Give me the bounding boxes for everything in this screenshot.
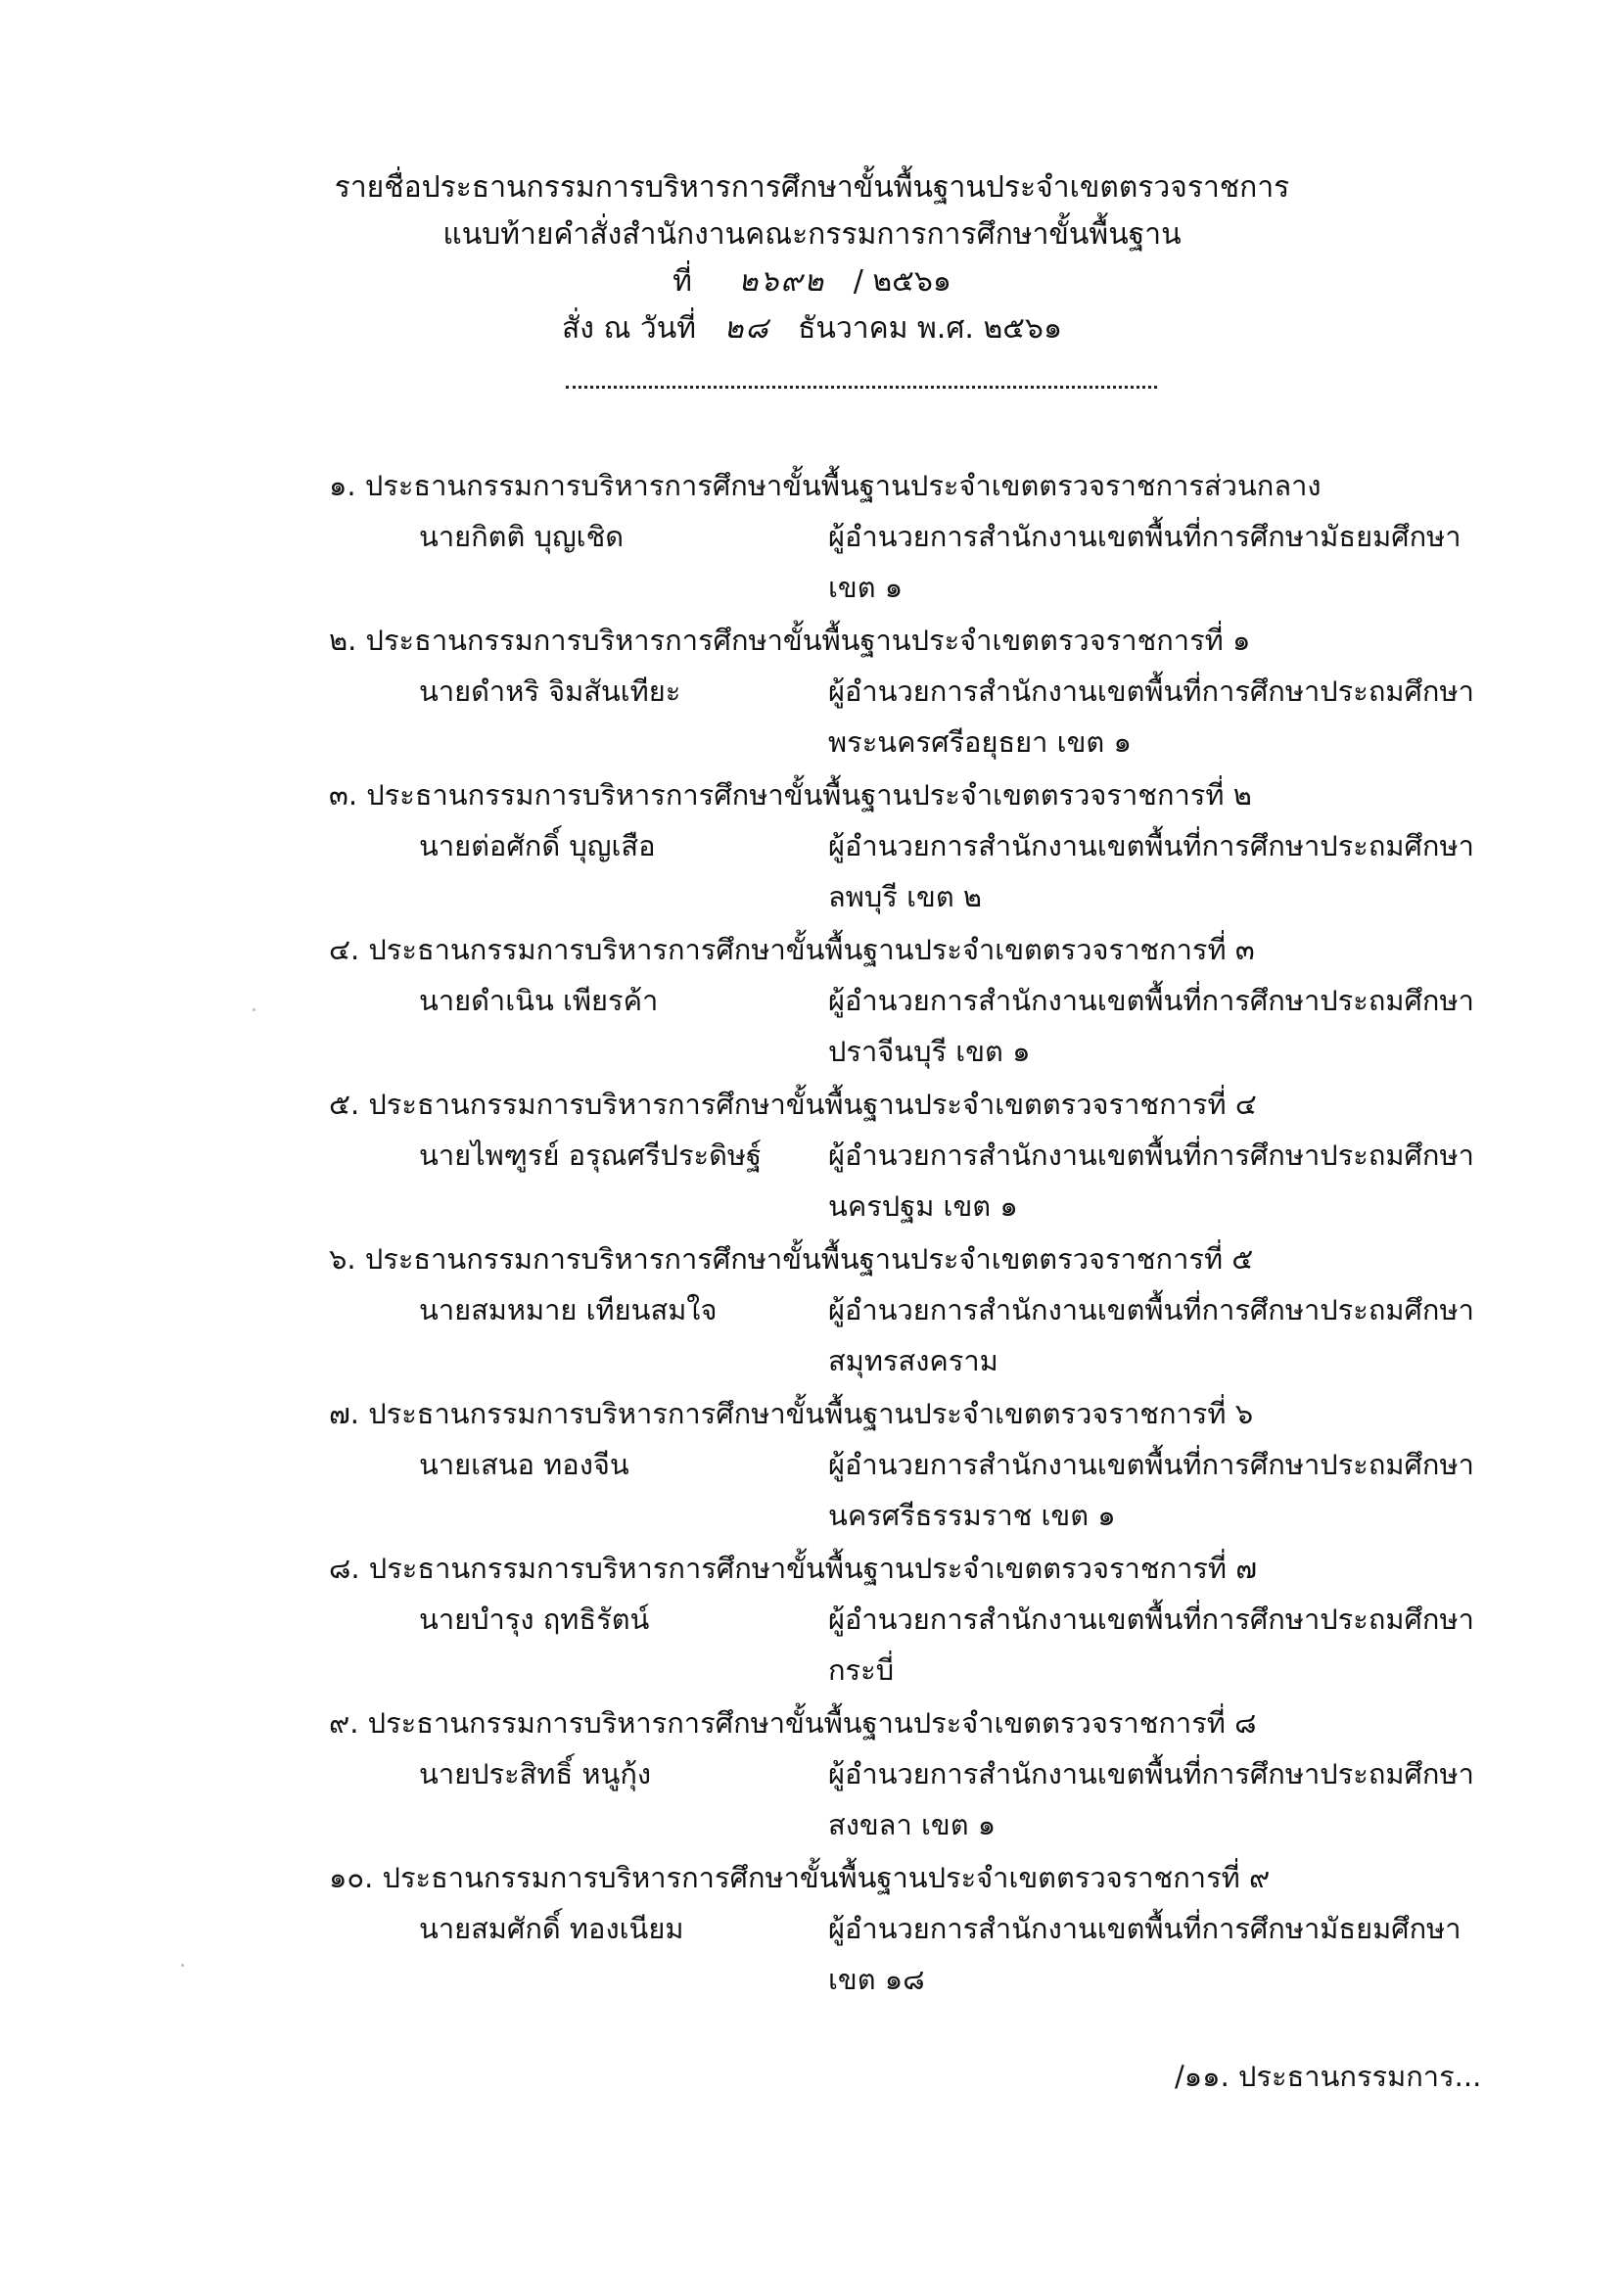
position-line-2: นครปฐม เขต ๑ <box>828 1189 1018 1223</box>
person-name: นายต่อศักดิ์ บุญเสือ <box>419 829 656 862</box>
order-year: / ๒๕๖๑ <box>853 264 951 299</box>
list-item <box>329 1852 1504 2005</box>
list-item <box>329 460 1504 613</box>
position-line-2: เขต ๑ <box>828 571 904 604</box>
list-item <box>329 924 1504 1077</box>
entry-detail-row <box>329 1594 1504 1696</box>
entry-title: ๖. ประธานกรรมการบริหารการศึกษาขั้นพื้นฐานประจำเขตตรวจราชการที่ ๕ <box>329 1242 1254 1276</box>
list-item <box>329 1233 1504 1386</box>
continuation-note: /๑๑. ประธานกรรมการ... <box>1175 2060 1482 2093</box>
date-month-year: ธันวาคม พ.ศ. ๒๕๖๑ <box>798 311 1063 346</box>
date-prefix: สั่ง ณ วันที่ <box>561 311 696 346</box>
person-position <box>828 1130 1513 1232</box>
entry-detail-row <box>329 975 1504 1077</box>
scan-speck <box>253 1008 255 1011</box>
position-line-1: ผู้อำนวยการสำนักงานเขตพื้นที่การศึกษามัธยมศึกษา <box>828 1912 1462 1945</box>
position-line-1: ผู้อำนวยการสำนักงานเขตพื้นที่การศึกษาประถมศึกษา <box>828 1757 1474 1790</box>
list-item <box>329 1388 1504 1541</box>
header-title: รายชื่อประธานกรรมการบริหารการศึกษาขั้นพื้นฐานประจำเขตตรวจราชการ <box>334 170 1290 205</box>
entry-detail-row <box>329 1748 1504 1850</box>
entry-title: ๑. ประธานกรรมการบริหารการศึกษาขั้นพื้นฐานประจำเขตตรวจราชการส่วนกลาง <box>329 469 1322 502</box>
list-item <box>329 769 1504 922</box>
entry-detail-row <box>329 1284 1504 1386</box>
position-line-1: ผู้อำนวยการสำนักงานเขตพื้นที่การศึกษาประถมศึกษา <box>828 1293 1474 1326</box>
header-subtitle: แนบท้ายคำสั่งสำนักงานคณะกรรมการการศึกษาขั้นพื้นฐาน <box>442 217 1182 252</box>
entry-title: ๘. ประธานกรรมการบริหารการศึกษาขั้นพื้นฐานประจำเขตตรวจราชการที่ ๗ <box>329 1552 1258 1585</box>
position-line-1: ผู้อำนวยการสำนักงานเขตพื้นที่การศึกษาประถมศึกษา <box>828 1448 1474 1481</box>
person-position <box>828 1439 1513 1541</box>
position-line-1: ผู้อำนวยการสำนักงานเขตพื้นที่การศึกษามัธยมศึกษา <box>828 520 1462 553</box>
order-date-line <box>0 305 1624 352</box>
position-line-1: ผู้อำนวยการสำนักงานเขตพื้นที่การศึกษาประถมศึกษา <box>828 1603 1474 1636</box>
person-position <box>828 1594 1513 1696</box>
list-item <box>329 1543 1504 1696</box>
person-name: นายเสนอ ทองจีน <box>419 1448 629 1481</box>
entry-detail-row <box>329 1439 1504 1541</box>
order-number: ๒๖๙๒ <box>738 264 826 299</box>
entry-title: ๓. ประธานกรรมการบริหารการศึกษาขั้นพื้นฐานประจำเขตตรวจราชการที่ ๒ <box>329 778 1252 812</box>
person-position <box>828 1903 1513 2005</box>
position-line-2: เขต ๑๘ <box>828 1963 925 1996</box>
person-name: นายดำหริ จิมสันเทียะ <box>419 674 681 708</box>
person-name: นายดำเนิน เพียรค้า <box>419 984 659 1017</box>
person-name: นายสมศักดิ์ ทองเนียม <box>419 1912 684 1945</box>
entry-title: ๔. ประธานกรรมการบริหารการศึกษาขั้นพื้นฐานประจำเขตตรวจราชการที่ ๓ <box>329 933 1255 966</box>
position-line-2: สมุทรสงคราม <box>828 1344 998 1377</box>
position-line-2: พระนครศรีอยุธยา เขต ๑ <box>828 725 1132 759</box>
person-position <box>828 1284 1513 1386</box>
person-name: นายสมหมาย เทียนสมใจ <box>419 1293 718 1326</box>
position-line-2: นครศรีธรรมราช เขต ๑ <box>828 1499 1116 1532</box>
position-line-1: ผู้อำนวยการสำนักงานเขตพื้นที่การศึกษาประถมศึกษา <box>828 829 1474 862</box>
person-name: นายไพฑูรย์ อรุณศรีประดิษฐ์ <box>419 1139 763 1172</box>
entry-title: ๕. ประธานกรรมการบริหารการศึกษาขั้นพื้นฐานประจำเขตตรวจราชการที่ ๔ <box>329 1088 1257 1121</box>
entry-title: ๙. ประธานกรรมการบริหารการศึกษาขั้นพื้นฐานประจำเขตตรวจราชการที่ ๘ <box>329 1706 1257 1740</box>
position-line-2: ลพบุรี เขต ๒ <box>828 880 982 913</box>
position-line-1: ผู้อำนวยการสำนักงานเขตพื้นที่การศึกษาประถมศึกษา <box>828 984 1474 1017</box>
scan-speck <box>181 1964 184 1967</box>
position-line-2: ปราจีนบุรี เขต ๑ <box>828 1035 1031 1068</box>
document-header <box>0 164 1624 352</box>
entry-title: ๑๐. ประธานกรรมการบริหารการศึกษาขั้นพื้นฐานประจำเขตตรวจราชการที่ ๙ <box>329 1861 1271 1894</box>
order-number-line <box>0 258 1624 305</box>
person-name: นายประสิทธิ์ หนูกุ้ง <box>419 1757 652 1790</box>
entry-detail-row <box>329 820 1504 922</box>
entry-title: ๒. ประธานกรรมการบริหารการศึกษาขั้นพื้นฐานประจำเขตตรวจราชการที่ ๑ <box>329 624 1251 657</box>
person-position <box>828 820 1513 922</box>
entry-detail-row <box>329 1903 1504 2005</box>
position-line-2: สงขลา เขต ๑ <box>828 1808 997 1841</box>
entry-detail-row <box>329 1130 1504 1232</box>
person-name: นายบำรุง ฤทธิรัตน์ <box>419 1603 650 1636</box>
person-position <box>828 666 1513 767</box>
entry-title: ๗. ประธานกรรมการบริหารการศึกษาขั้นพื้นฐานประจำเขตตรวจราชการที่ ๖ <box>329 1397 1254 1430</box>
order-prefix: ที่ <box>673 264 692 299</box>
list-item <box>329 615 1504 767</box>
person-name: นายกิตติ บุญเชิด <box>419 520 625 553</box>
entry-detail-row <box>329 666 1504 767</box>
date-day: ๒๘ <box>723 311 770 346</box>
person-position <box>828 975 1513 1077</box>
position-line-1: ผู้อำนวยการสำนักงานเขตพื้นที่การศึกษาประถมศึกษา <box>828 1139 1474 1172</box>
person-position <box>828 511 1513 613</box>
list-item <box>329 1697 1504 1850</box>
list-item <box>329 1079 1504 1232</box>
position-line-2: กระบี่ <box>828 1653 895 1687</box>
dotted-separator <box>566 386 1157 389</box>
position-line-1: ผู้อำนวยการสำนักงานเขตพื้นที่การศึกษาประถมศึกษา <box>828 674 1474 708</box>
person-position <box>828 1748 1513 1850</box>
entry-detail-row <box>329 511 1504 613</box>
chairperson-list <box>329 460 1504 2007</box>
